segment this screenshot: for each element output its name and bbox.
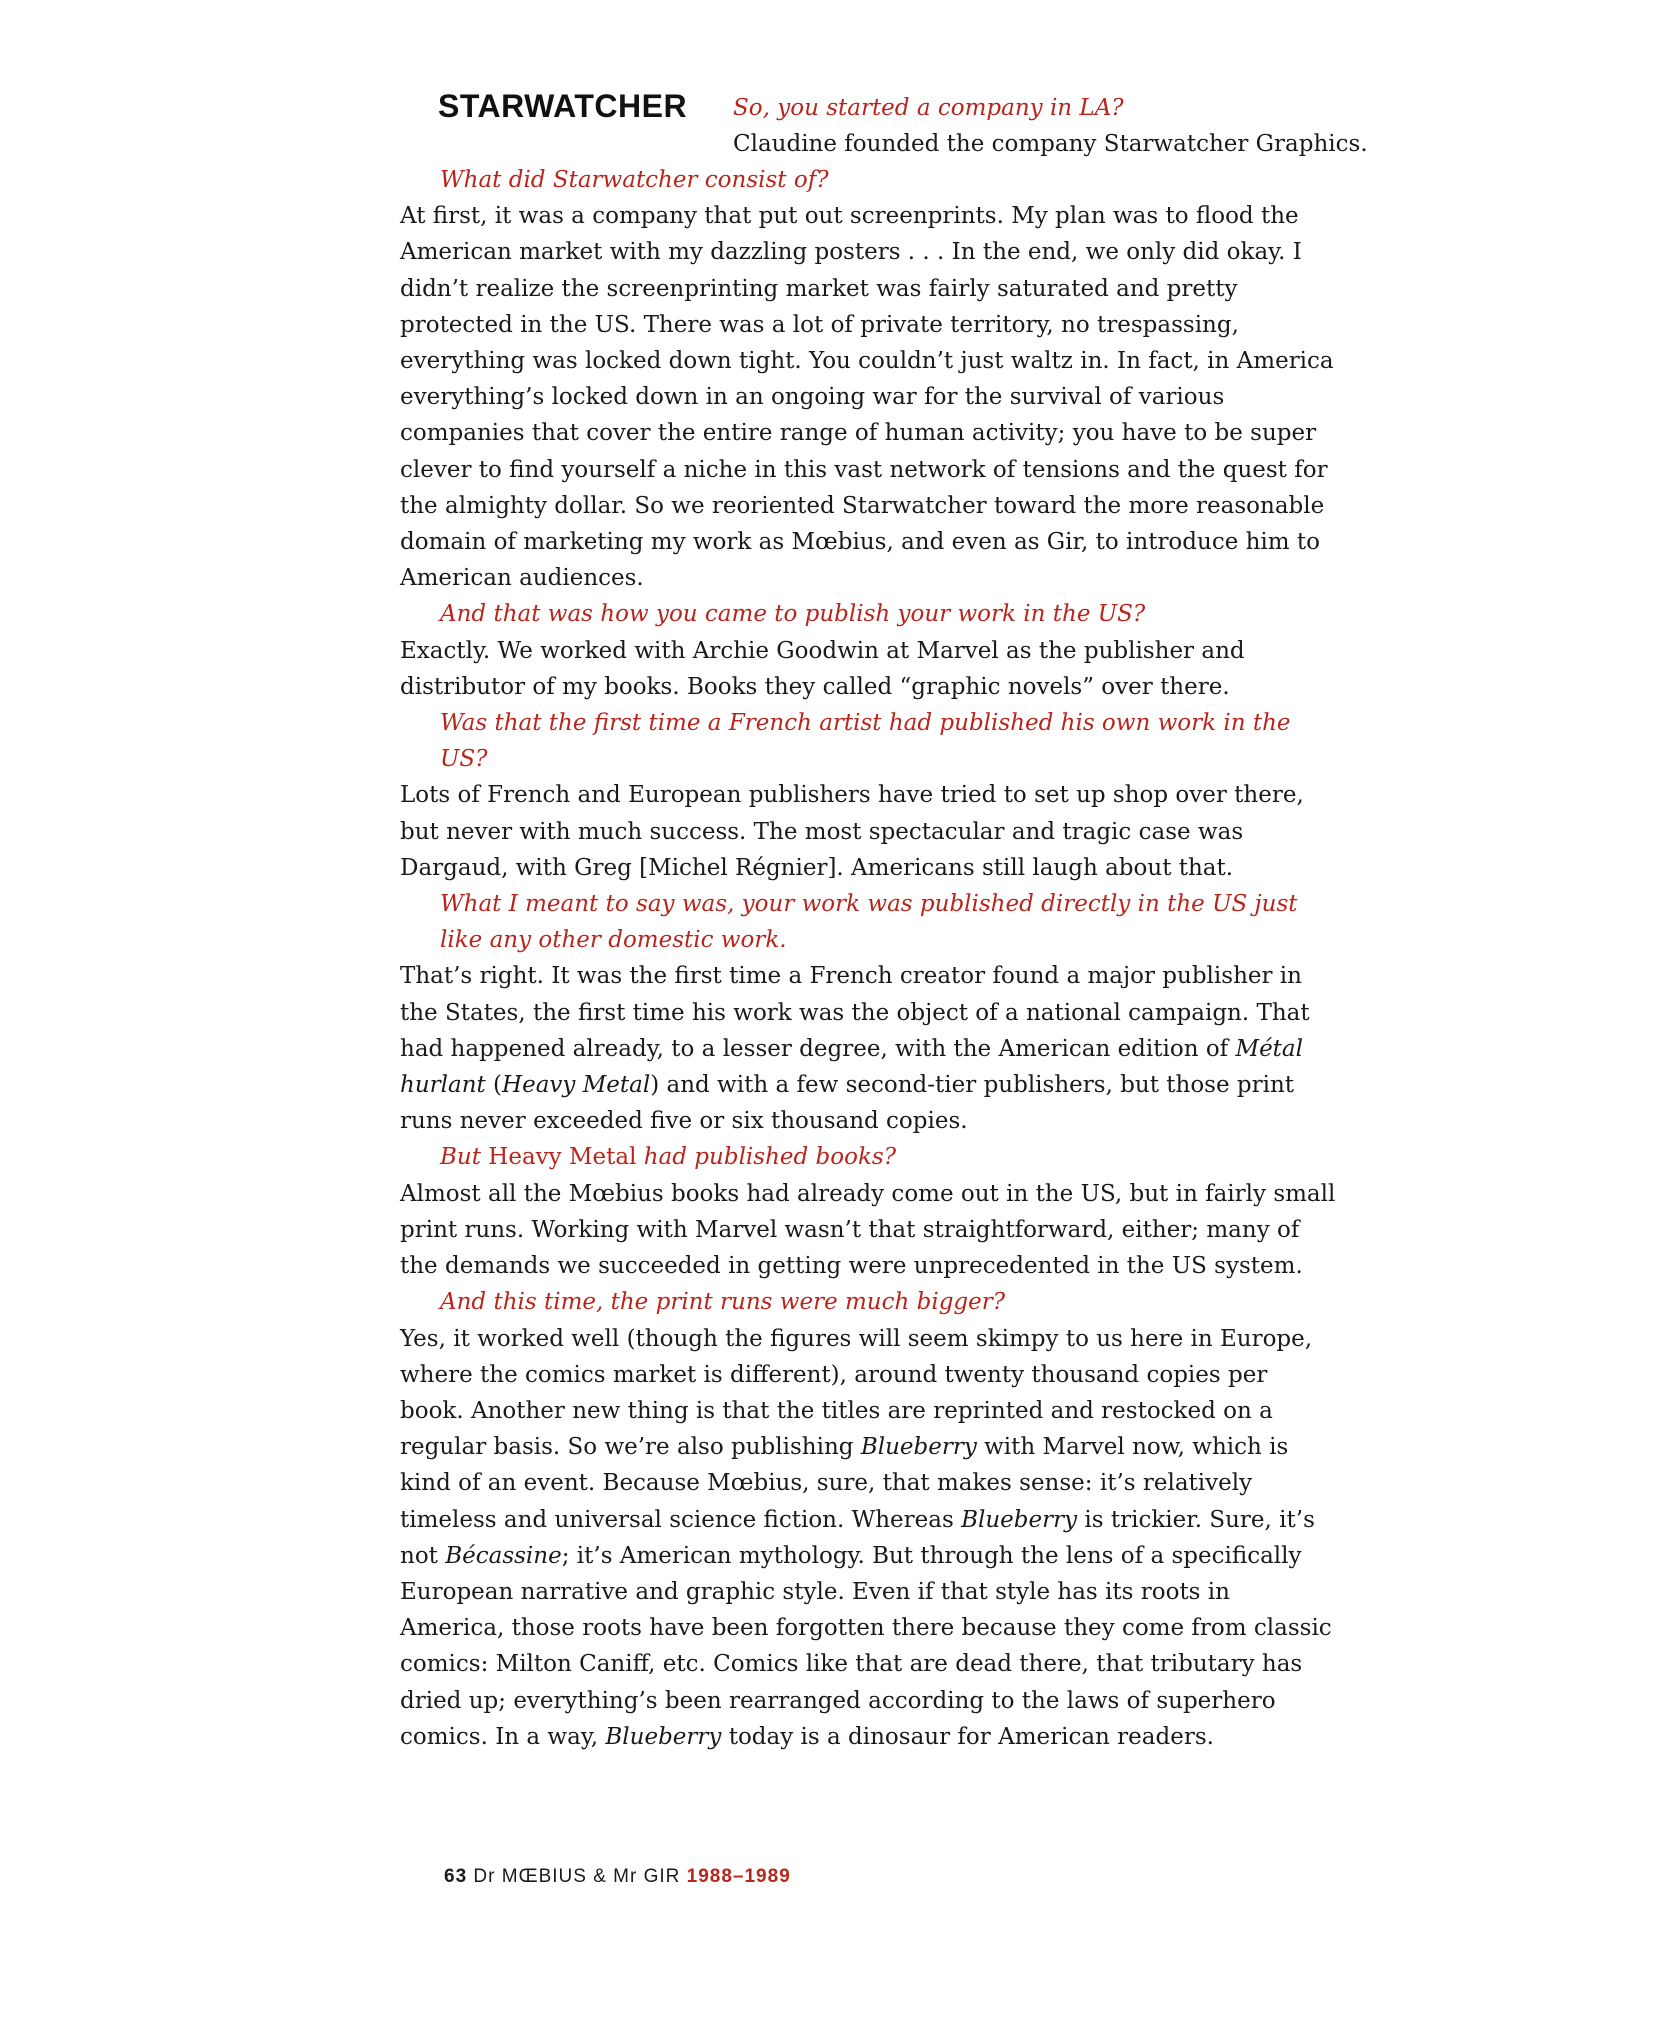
interview-answer xyxy=(400,1176,1338,1285)
answer-segment: today is a dinosaur for American readers. xyxy=(721,1723,1214,1750)
italic-title: Bécassine xyxy=(445,1542,562,1569)
interview-question: And this time, the print runs were much bigger? xyxy=(440,1289,1006,1316)
answer-segment: That’s right. It was the first time a French creator found a major publisher in the States, the first time his work was the object of a national campaign. That had happened already, to a lesser degree, with the American edition of xyxy=(400,963,1310,1062)
answer-segment: is trickier. Sure, it’s not xyxy=(400,1506,1315,1569)
interview-question: So, you started a company in LA? xyxy=(733,95,1124,121)
answer-segment: ( xyxy=(485,1072,503,1099)
answer-segment: Almost all the Mœbius books had already come out in the US, but in fairly small print runs. Working with Marvel wasn’t that straightforward, either; many of the demands we succeeded in getting were unprecedented in the US system. xyxy=(400,1180,1336,1280)
italic-title: Blueberry xyxy=(860,1434,977,1461)
answer-segment: Lots of French and European publishers have tried to set up shop over there, but never with much success. The most spectacular and tragic case was Dargaud, with Greg [Michel Régnier]. Americans still laugh about that. xyxy=(400,782,1304,881)
italic-title: Blueberry xyxy=(961,1506,1078,1533)
book-title: Dr MŒBIUS & Mr GIR xyxy=(473,1866,681,1887)
answer-segment: ) and with a few second-tier publishers, but those print runs never exceeded five or six thousand copies. xyxy=(400,1072,1295,1135)
italic-title: Métal hurlant xyxy=(400,1035,1303,1099)
interview-question: What I meant to say was, your work was published directly in the US just like any other domestic work. xyxy=(440,891,1298,954)
interview-answer xyxy=(400,633,1338,705)
answer-segment: ; it’s American mythology. But through the lens of a specifically European narrative and graphic style. Even if that style has its roots in America, those roots have been forgotten there because they come from classic comics: Milton Caniff, etc. Comics like that are dead there, that tributary has dried up; everything’s been rearranged according to the laws of superhero comics. In a way, xyxy=(400,1542,1332,1750)
page-number: 63 xyxy=(444,1866,468,1887)
interview-answer xyxy=(400,1321,1338,1755)
answer-segment: Yes, it worked well (though the figures will seem skimpy to us here in Europe, where the comics market is different), around twenty thousand copies per book. Another new thing is that the titles are reprinted and restocked on a regular basis. So we’re also publishing xyxy=(400,1325,1313,1461)
question-segment: Heavy Metal xyxy=(488,1144,637,1171)
interview-body xyxy=(400,162,1338,1755)
question-segment: had published books? xyxy=(636,1144,897,1171)
interview-answer xyxy=(400,198,1338,596)
italic-title: Heavy Metal xyxy=(502,1072,651,1099)
answer-segment: At first, it was a company that put out screenprints. My plan was to flood the American market with my dazzling posters . . . In the end, we only did okay. I didn’t realize the screenprinting market was fairly saturated and pretty protected in the US. There was a lot of private territory, no trespassing, everything was locked down tight. You couldn’t just waltz in. In fact, in America everything’s locked down in an ongoing war for the survival of various companies that cover the entire range of human activity; you have to be super clever to find yourself a niche in this vast network of tensions and the quest for the almighty dollar. So we reoriented Starwatcher toward the more reasonable domain of marketing my work as Mœbius, and even as Gir, to introduce him to American audiences. xyxy=(400,203,1334,592)
book-years: 1988–1989 xyxy=(686,1866,791,1887)
interview-question: And that was how you came to publish your work in the US? xyxy=(440,601,1146,628)
interview-answer xyxy=(400,777,1338,886)
interview-question xyxy=(400,1139,1338,1175)
italic-title: Blueberry xyxy=(605,1723,722,1750)
page-footer xyxy=(444,1866,791,1888)
interview-answer: Claudine founded the company Starwatcher Graphics. xyxy=(733,131,1368,157)
answer-segment: Exactly. We worked with Archie Goodwin at Marvel as the publisher and distributor of my books. Books they called “graphic novels” over there. xyxy=(400,637,1245,700)
question-segment: But xyxy=(440,1144,489,1171)
answer-segment: with Marvel now, which is kind of an event. Because Mœbius, sure, that makes sense: it’s relatively timeless and universal science fiction. Whereas xyxy=(400,1434,1289,1533)
section-heading: STARWATCHER xyxy=(438,88,688,124)
interview-question: What did Starwatcher consist of? xyxy=(440,167,829,193)
interview-answer xyxy=(400,958,1338,1139)
interview-question: Was that the first time a French artist had published his own work in the US? xyxy=(440,710,1291,773)
